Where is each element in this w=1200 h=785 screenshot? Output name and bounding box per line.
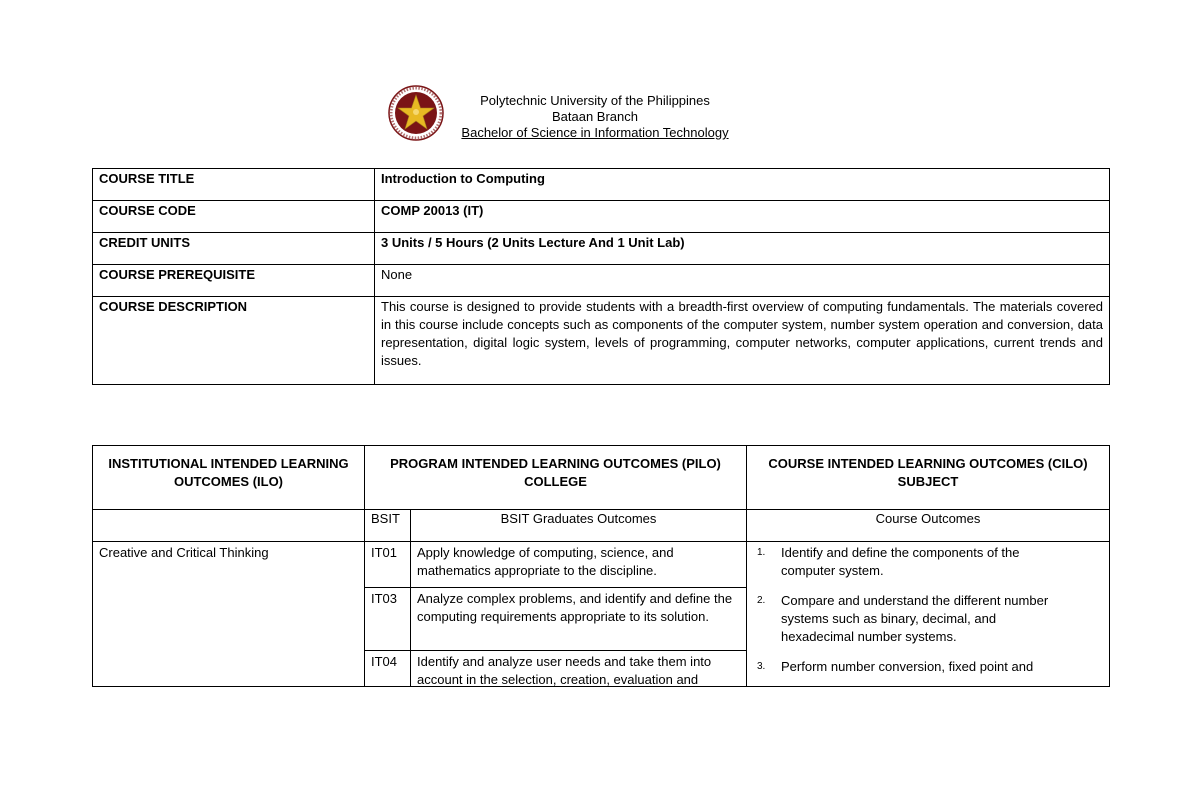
learning-outcomes-table bbox=[92, 445, 1110, 687]
pilo-code: IT01 bbox=[365, 542, 411, 588]
outcomes-subheader-row bbox=[93, 510, 1110, 542]
outcome-row bbox=[93, 542, 1110, 588]
cilo-number: 3. bbox=[757, 661, 766, 672]
course-title-row bbox=[93, 169, 1110, 201]
pilo-text: Identify and analyze user needs and take them into account in the selection, creation, evaluation and bbox=[417, 654, 712, 686]
empty-subheader-cell bbox=[93, 510, 365, 542]
pup-seal-icon bbox=[388, 85, 444, 141]
cilo-text: Perform number conversion, fixed point and bbox=[781, 659, 1034, 674]
cilo-item bbox=[757, 544, 1069, 580]
cilo-cell bbox=[747, 542, 1110, 687]
pilo-header-college: COLLEGE bbox=[524, 474, 587, 489]
pilo-text: Analyze complex problems, and identify and define the computing requirements appropriate to its solution. bbox=[411, 588, 747, 651]
course-description-label: COURSE DESCRIPTION bbox=[93, 297, 375, 385]
course-prerequisite-label: COURSE PREREQUISITE bbox=[93, 265, 375, 297]
bsit-label: BSIT bbox=[365, 510, 411, 542]
cilo-header bbox=[747, 446, 1110, 510]
bsit-outcomes-label: BSIT Graduates Outcomes bbox=[411, 510, 747, 542]
course-code-value: COMP 20013 (IT) bbox=[375, 201, 1110, 233]
cilo-header-subject: SUBJECT bbox=[897, 474, 959, 489]
cilo-item bbox=[757, 592, 1069, 646]
course-description-value: This course is designed to provide students with a breadth-first overview of computing fundamentals. The materials covered in this course include concepts such as components of the computer system, number system operation and conversion, data representation, digital logic system, levels of programming, computer networks, computer applications, current trends and issues. bbox=[375, 297, 1110, 385]
pilo-header bbox=[365, 446, 747, 510]
pilo-header-title: PROGRAM INTENDED LEARNING OUTCOMES (PILO) bbox=[390, 456, 721, 471]
pilo-text: Apply knowledge of computing, science, and mathematics appropriate to the discipline. bbox=[411, 542, 747, 588]
course-code-row bbox=[93, 201, 1110, 233]
cilo-number: 2. bbox=[757, 595, 766, 606]
university-name: Polytechnic University of the Philippines bbox=[480, 93, 710, 108]
course-code-label: COURSE CODE bbox=[93, 201, 375, 233]
document-header bbox=[385, 85, 765, 145]
course-description-row bbox=[93, 297, 1110, 385]
course-title-value: Introduction to Computing bbox=[375, 169, 1110, 201]
pilo-code: IT03 bbox=[365, 588, 411, 651]
cilo-list bbox=[757, 544, 1069, 676]
credit-units-label: CREDIT UNITS bbox=[93, 233, 375, 265]
course-title-label: COURSE TITLE bbox=[93, 169, 375, 201]
cilo-item bbox=[757, 658, 1069, 676]
ilo-header: INSTITUTIONAL INTENDED LEARNING OUTCOMES (ILO) bbox=[93, 446, 365, 510]
credit-units-value: 3 Units / 5 Hours (2 Units Lecture And 1 Unit Lab) bbox=[375, 233, 1110, 265]
branch-name: Bataan Branch bbox=[551, 109, 638, 124]
cilo-text: Compare and understand the different number systems such as binary, decimal, and hexadecimal number systems. bbox=[781, 593, 1049, 644]
cilo-text: Identify and define the components of the computer system. bbox=[781, 545, 1020, 578]
header-text bbox=[445, 93, 745, 141]
outcomes-header-row bbox=[93, 446, 1110, 510]
pilo-text-clip bbox=[417, 653, 740, 686]
course-prerequisite-row bbox=[93, 265, 1110, 297]
credit-units-row bbox=[93, 233, 1110, 265]
pilo-cell bbox=[411, 651, 747, 687]
ilo-value: Creative and Critical Thinking bbox=[93, 542, 365, 687]
program-name: Bachelor of Science in Information Technology bbox=[461, 125, 729, 140]
course-info-table bbox=[92, 168, 1110, 385]
course-outcomes-label: Course Outcomes bbox=[747, 510, 1110, 542]
course-prerequisite-value: None bbox=[375, 265, 1110, 297]
cilo-header-title: COURSE INTENDED LEARNING OUTCOMES (CILO) bbox=[768, 456, 1088, 471]
pilo-code: IT04 bbox=[365, 651, 411, 687]
cilo-number: 1. bbox=[757, 547, 766, 558]
cilo-clip bbox=[757, 544, 1069, 685]
